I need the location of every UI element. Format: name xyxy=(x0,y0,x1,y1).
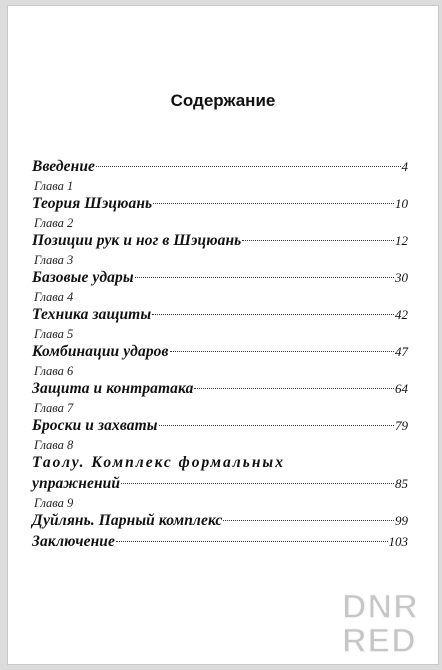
toc-entry-chapter-6 xyxy=(32,378,408,399)
toc-entry-page: 10 xyxy=(395,196,408,211)
toc-entry-title: Комбинации ударов xyxy=(32,343,169,360)
toc-entry-chapter-4 xyxy=(32,304,408,325)
toc-entry-title: Техника защиты xyxy=(32,306,152,323)
table-of-contents xyxy=(32,156,408,552)
toc-entry-introduction xyxy=(32,156,408,177)
chapter-label: Глава 5 xyxy=(34,327,74,341)
toc-entry-title: Введение xyxy=(32,158,96,175)
chapter-label: Глава 9 xyxy=(34,496,74,510)
watermark-logo xyxy=(342,590,436,658)
leader-dots xyxy=(116,541,388,542)
chapter-label: Глава 8 xyxy=(34,438,74,452)
toc-entry-chapter-7 xyxy=(32,415,408,436)
book-page xyxy=(8,6,438,664)
toc-entry-conclusion xyxy=(32,531,408,552)
chapter-label: Глава 2 xyxy=(34,216,74,230)
toc-entry-title: Заключение xyxy=(32,533,115,550)
toc-entry-chapter-2 xyxy=(32,230,408,251)
watermark-line: RED xyxy=(342,622,417,660)
chapter-label: Глава 4 xyxy=(34,290,74,304)
leader-dots xyxy=(153,203,394,204)
toc-entry-title: Позиции рук и ног в Шэцюань xyxy=(32,232,242,249)
watermark-line: DNR xyxy=(342,588,419,626)
leader-dots xyxy=(152,314,394,315)
toc-entry-page: 42 xyxy=(395,307,408,322)
toc-entry-page: 30 xyxy=(395,270,408,285)
leader-dots xyxy=(135,277,394,278)
toc-entry-page: 47 xyxy=(395,344,408,359)
toc-entry-title: упражнений xyxy=(32,475,121,492)
toc-entry-page: 85 xyxy=(395,476,408,491)
toc-entry-page: 103 xyxy=(388,534,408,549)
toc-entry-chapter-1 xyxy=(32,193,408,214)
chapter-label: Глава 6 xyxy=(34,364,74,378)
leader-dots xyxy=(194,388,394,389)
leader-dots xyxy=(223,520,394,521)
chapter-label: Глава 3 xyxy=(34,253,74,267)
toc-entry-chapter-5 xyxy=(32,341,408,362)
page-title: Содержание xyxy=(170,91,276,110)
toc-entry-page: 12 xyxy=(395,233,408,248)
leader-dots xyxy=(96,166,400,167)
chapter-label: Глава 1 xyxy=(34,179,74,193)
toc-entry-title-line1: Таолу. Комплекс формальных xyxy=(32,454,285,471)
leader-dots xyxy=(159,425,394,426)
toc-entry-title: Теория Шэцюань xyxy=(32,195,153,212)
toc-entry-title: Броски и захваты xyxy=(32,417,158,434)
toc-entry-page: 4 xyxy=(401,159,408,174)
toc-entry-title: Защита и контратака xyxy=(32,380,194,397)
toc-entry-page: 99 xyxy=(395,513,408,528)
chapter-label: Глава 7 xyxy=(34,401,74,415)
leader-dots xyxy=(242,240,394,241)
leader-dots xyxy=(170,351,394,352)
toc-entry-title: Базовые удары xyxy=(32,269,134,286)
toc-entry-page: 79 xyxy=(395,418,408,433)
toc-entry-chapter-9 xyxy=(32,510,408,531)
toc-entry-chapter-3 xyxy=(32,267,408,288)
leader-dots xyxy=(121,483,394,484)
toc-entry-page: 64 xyxy=(395,381,408,396)
toc-entry-chapter-8 xyxy=(32,473,408,494)
toc-entry-title: Дуйлянь. Парный комплекс xyxy=(32,512,223,529)
